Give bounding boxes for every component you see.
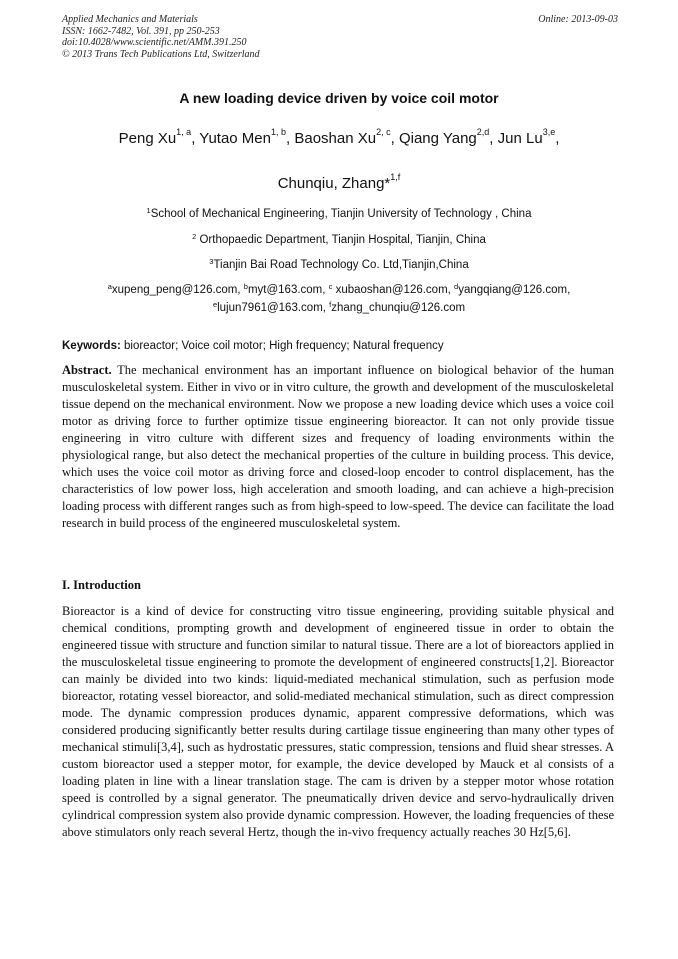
keywords-label: Keywords: xyxy=(62,340,121,352)
email-superscript: f xyxy=(329,300,332,309)
affiliation-text: Tianjin Bai Road Technology Co. Ltd,Tianjin,China xyxy=(213,259,469,271)
issn-line: ISSN: 1662-7482, Vol. 391, pp 250-253 xyxy=(62,25,220,37)
online-date: Online: 2013-09-03 xyxy=(538,14,618,25)
journal-header xyxy=(62,14,618,60)
email-address: myt@163.com, xyxy=(247,284,329,296)
email-address: zhang_chunqiu@126.com xyxy=(331,302,466,314)
author-superscript: 1, b xyxy=(270,127,286,137)
email-superscript: b xyxy=(243,282,248,291)
email-line-1 xyxy=(0,284,678,296)
paper-title: A new loading device driven by voice coil motor xyxy=(179,90,499,106)
author-superscript: 1, a xyxy=(176,127,192,137)
author-superscript: 3,e xyxy=(542,127,556,137)
email-superscript: e xyxy=(212,300,218,309)
affiliation-text: Orthopaedic Department, Tianjin Hospital, Tianjin, China xyxy=(196,234,486,246)
abstract-paragraph xyxy=(62,362,614,532)
introduction-paragraph: Bioreactor is a kind of device for constructing vitro tissue engineering, providing suitable physical and chemical conditions, prompting growth and development of engineered tissue in order to obtain the engineered tissue with structure and function similar to natural tissue. There are a lot of bioreactors applied in the musculoskeletal tissue engineering to promote the development of engineered constructs[1,2]. Bioreactor can mainly be divided into two kinds: liquid-mediated mechanical stimulation, such as perfusion mode bioreactor, rotating vessel bioreactor, and solid-mediated mechanical stimulation, such as direct compression mode. The dynamic compression produces dynamic, apparent compressive deformations, which was considered producing significantly better results during cartilage tissue engineering than many other types of mechanical stimuli[3,4], such as hydrostatic pressures, static compression, tensions and fluid shear stresses. A custom bioreactor used a stepper motor, for example, the device developed by Mauck et al consists of a loading platen in line with a linear translation stage. The cam is driven by a stepper motor whose rotation speed is controlled by a signal generator. The pneumatically driven device and servo-hydraulically driven cylindrical compression system also provide dynamic compression. However, the loading frequencies of these above stimulators only reach several Hertz, though the in-vivo frequency actually reaches 30 Hz[5,6]. xyxy=(62,604,614,839)
affiliation-text: School of Mechanical Engineering, Tianjin University of Technology , China xyxy=(150,208,532,220)
email-superscript: c xyxy=(328,282,333,291)
author-superscript: 2, c xyxy=(376,127,391,137)
doi-line: doi:10.4028/www.scientific.net/AMM.391.250 xyxy=(62,37,247,48)
copyright-line: © 2013 Trans Tech Publications Ltd, Switzerland xyxy=(62,48,260,60)
abstract-label: Abstract. xyxy=(62,363,112,377)
author-line-1: Peng Xu$^{1, a}$, Yutao Men$^{1, b}$, Baoshan Xu$^{2, c}$, Qiang Yang$^{2,d}$, Jun Lu$^{3,e}$, xyxy=(118,127,560,147)
email-address: xubaoshan@126.com, xyxy=(332,284,455,296)
affiliation-1 xyxy=(0,208,678,220)
email-address: lujun7961@163.com, xyxy=(217,302,330,314)
affiliation-superscript: 3 xyxy=(209,257,214,266)
author-name: Peng Xu xyxy=(118,130,177,147)
author-line-2 xyxy=(0,172,678,192)
affiliation-2 xyxy=(0,234,678,246)
email-superscript: d xyxy=(454,282,459,291)
keywords-text: bioreactor; Voice coil motor; High frequency; Natural frequency xyxy=(120,340,444,352)
section-heading: I. Introduction xyxy=(62,578,141,592)
author-name: Jun Lu xyxy=(497,130,543,147)
keywords xyxy=(62,340,444,352)
affiliation-superscript: 1 xyxy=(146,206,151,215)
email-address: yangqiang@126.com, xyxy=(458,284,571,296)
author-name: Qiang Yang xyxy=(398,130,477,147)
journal-name: Applied Mechanics and Materials xyxy=(62,14,198,25)
email-line-2 xyxy=(0,302,678,314)
email-address: xupeng_peng@126.com, xyxy=(111,284,244,296)
email-superscript: a xyxy=(107,282,112,291)
affiliation-3 xyxy=(0,259,678,271)
author-name: Chunqiu, Zhang* xyxy=(277,175,391,192)
author-superscript: 2,d xyxy=(476,127,490,137)
author-superscript: 1,f xyxy=(390,172,401,182)
author-name: Baoshan Xu xyxy=(294,130,377,147)
author-name: Yutao Men xyxy=(199,130,271,147)
abstract-text: The mechanical environment has an important influence on biological behavior of the human musculoskeletal system. Either in vivo or in vitro culture, the growth and development of the musculoskeletal tissue depend on the mechanical environment. Now we propose a new loading device which uses a voice coil motor as driving force to further optimize tissue engineering bioreactor. It can not only provide tissue engineering in vitro culture with different sizes and frequency of loading environments within the physiological range, but also detect the mechanical properties of the culture in building process. This device, which uses the voice coil motor as driving force and closed-loop encoder to control displacement, has the characteristics of low power loss, high acceleration and smooth loading, and can achieve a high-precision loading process with different ranges such as from high-speed to low-speed. The device can facilitate the load research in build process of the engineered musculoskeletal system. xyxy=(62,363,614,530)
affiliation-superscript: 2 xyxy=(192,232,197,241)
